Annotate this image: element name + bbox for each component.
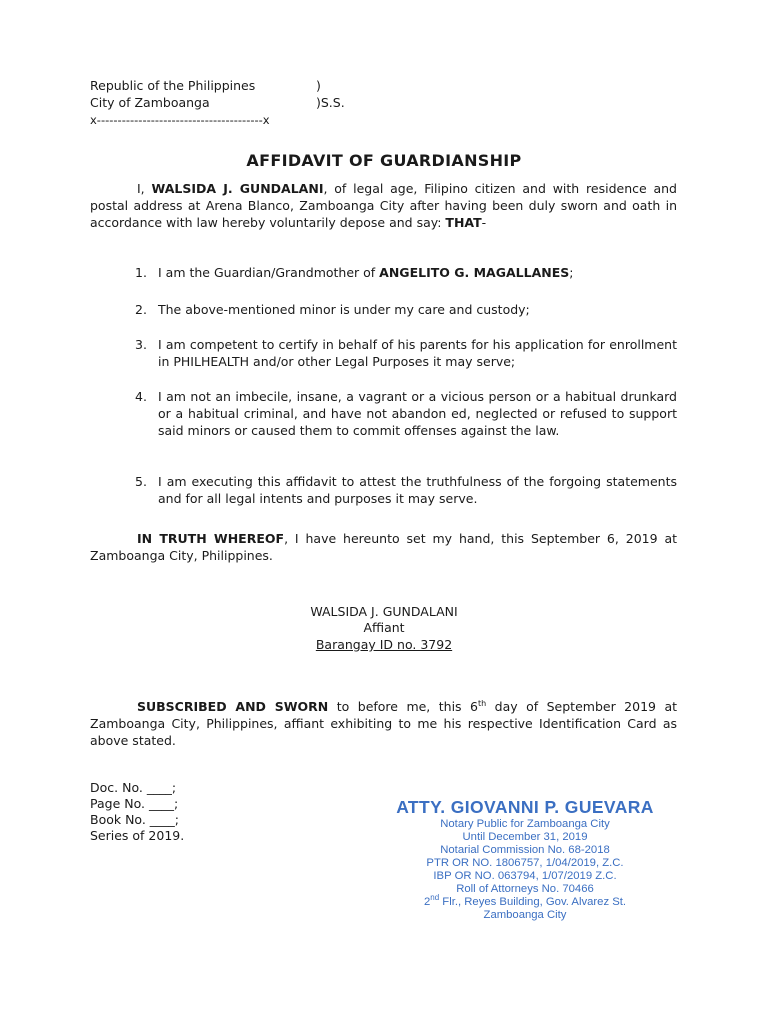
notary-line: PTR OR NO. 1806757, 1/04/2019, Z.C. <box>426 857 624 869</box>
list-item: I am competent to certify in behalf of his parents for his application for enrollment in PHILHEALTH and/or other Legal Purposes it may serve; <box>158 337 677 369</box>
page-number: Page No. ____; <box>90 796 179 811</box>
venue-rule: x----------------------------------------x <box>90 113 270 127</box>
book-number: Book No. ____; <box>90 812 180 827</box>
notary-stamp <box>365 796 685 922</box>
item-number: 5. <box>135 474 147 489</box>
list-item: I am not an imbecile, insane, a vagrant or a vicious person or a habitual drunkard or a habitual criminal, and have not abandon ed, neglected or refused to support said minors or caused them to commit offenses against the law. <box>158 389 677 438</box>
affiant-role: Affiant <box>363 620 405 635</box>
notary-address: 2nd Flr., Reyes Building, Gov. Alvarez St. <box>423 893 627 908</box>
doc-number: Doc. No. ____; <box>90 780 177 795</box>
list-item: I am the Guardian/Grandmother of ANGELITO G. MAGALLANES; <box>158 265 574 280</box>
venue-city: City of Zamboanga <box>90 95 210 110</box>
item-number: 4. <box>135 389 147 404</box>
affiant-name: WALSIDA J. GUNDALANI <box>310 604 458 619</box>
notary-line: Roll of Attorneys No. 70466 <box>456 883 594 895</box>
item-number: 3. <box>135 337 147 352</box>
venue-ss: )S.S. <box>316 95 345 110</box>
item-number: 1. <box>135 265 147 280</box>
list-item: I am executing this affidavit to attest the truthfulness of the forgoing statements and for all legal intents and purposes it may serve. <box>158 474 677 506</box>
intro-paragraph: I, WALSIDA J. GUNDALANI, of legal age, Filipino citizen and with residence and postal address at Arena Blanco, Zamboanga City after having been duly sworn and oath in accordance with law hereby voluntarily depose and say: THAT- <box>90 181 677 230</box>
notary-line: Notary Public for Zamboanga City <box>440 818 610 830</box>
notary-line: IBP OR NO. 063794, 1/07/2019 Z.C. <box>433 870 617 882</box>
list-item: The above-mentioned minor is under my care and custody; <box>158 302 530 317</box>
notary-line: Notarial Commission No. 68-2018 <box>440 844 610 856</box>
jurat-paragraph: SUBSCRIBED AND SWORN to before me, this 6th day of September 2019 at Zamboanga City, Philippines, affiant exhibiting to me his respective Identification Card as above stated. <box>90 698 678 748</box>
truth-paragraph: IN TRUTH WHEREOF, I have hereunto set my hand, this September 6, 2019 at Zamboanga City, Philippines. <box>90 531 677 563</box>
venue-country: Republic of the Philippines <box>90 78 256 93</box>
notary-line: Until December 31, 2019 <box>462 831 588 843</box>
document-title: AFFIDAVIT OF GUARDIANSHIP <box>246 151 522 170</box>
notary-name: ATTY. GIOVANNI P. GUEVARA <box>396 797 654 817</box>
affiant-id: Barangay ID no. 3792 <box>315 637 453 652</box>
notary-line: Zamboanga City <box>483 909 567 921</box>
series-year: Series of 2019. <box>90 828 185 843</box>
venue-paren: ) <box>316 78 321 93</box>
item-number: 2. <box>135 302 147 317</box>
affiant-name-inline: WALSIDA J. GUNDALANI <box>151 181 324 196</box>
minor-name: ANGELITO G. MAGALLANES <box>379 265 570 280</box>
